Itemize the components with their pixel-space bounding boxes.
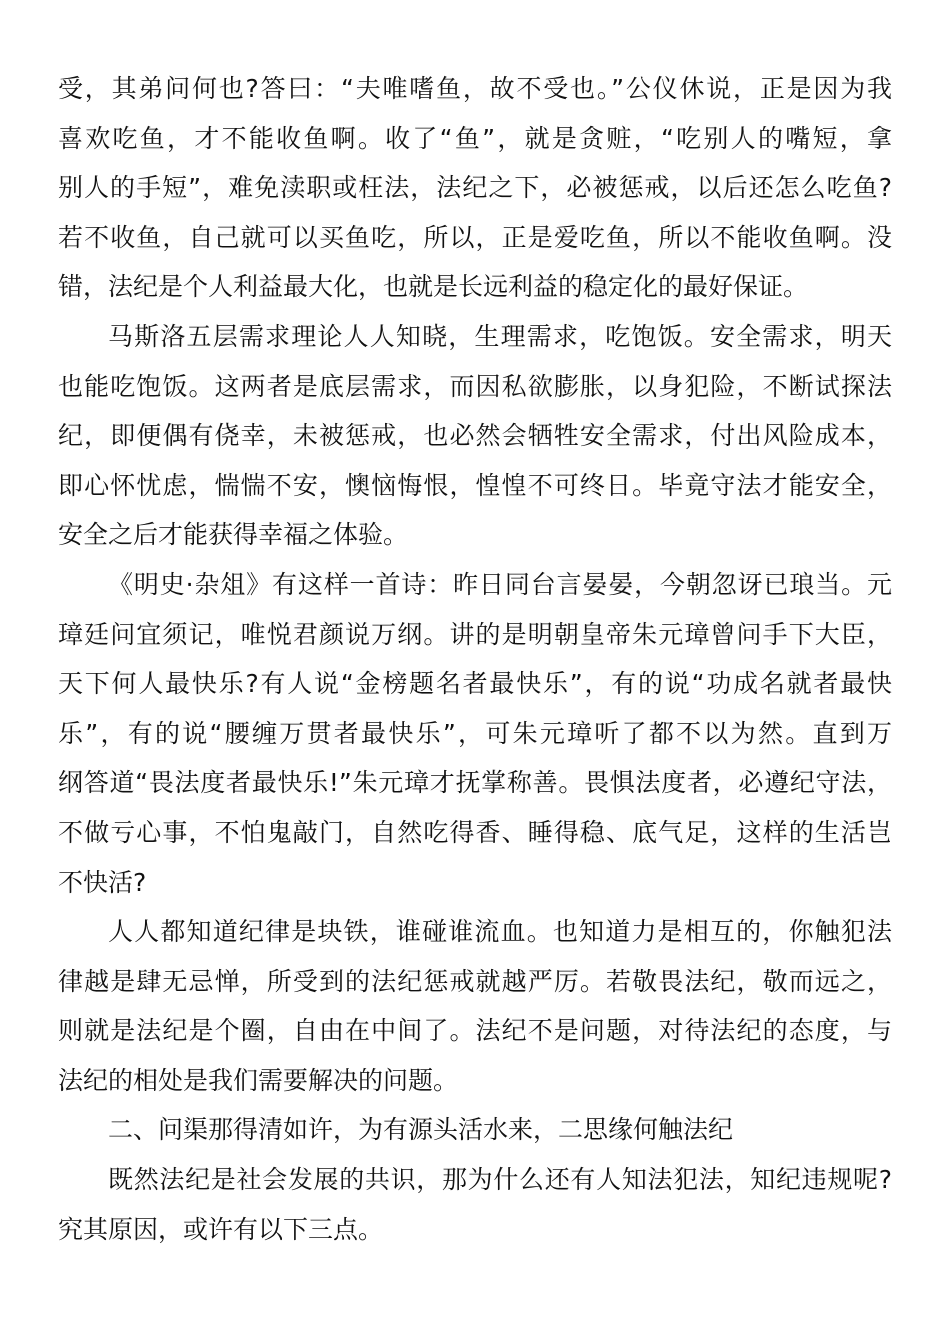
text-line: 璋廷问宜须记，唯悦君颜说万纲。讲的是明朝皇帝朱元璋曾问手下大臣，	[58, 619, 892, 649]
text-line: 《明史·杂俎》有这样一首诗：昨日同台言晏晏，今朝忽讶已琅当。元	[108, 569, 892, 599]
heading-text: 二、问渠那得清如许，为有源头活水来，二思缘何触法纪	[108, 1115, 734, 1145]
text-line: 若不收鱼，自己就可以买鱼吃，所以，正是爱吃鱼，所以不能收鱼啊。没	[58, 222, 892, 252]
text-line: 即心怀忧虑，惴惴不安，懊恼悔恨，惶惶不可终日。毕竟守法才能安全，	[58, 470, 892, 500]
text-line: 律越是肆无忌惮，所受到的法纪惩戒就越严厉。若敬畏法纪，敬而远之，	[58, 966, 892, 996]
paragraph	[58, 560, 892, 907]
paragraph	[58, 312, 892, 560]
paragraph	[58, 1155, 892, 1254]
section-heading	[58, 1105, 892, 1155]
text-line: 天下何人最快乐?有人说“金榜题名者最快乐”，有的说“功成名就者最快	[58, 669, 892, 699]
text-line: 法纪的相处是我们需要解决的问题。	[58, 1065, 459, 1095]
text-line: 也能吃饱饭。这两者是底层需求，而因私欲膨胀，以身犯险，不断试探法	[58, 371, 892, 401]
text-line: 纪，即便偶有侥幸，未被惩戒，也必然会牺牲安全需求，付出风险成本，	[58, 421, 892, 451]
text-line: 不快活?	[58, 867, 147, 897]
text-line: 既然法纪是社会发展的共识，那为什么还有人知法犯法，知纪违规呢?	[108, 1165, 892, 1195]
document-body	[58, 64, 892, 1254]
text-line: 则就是法纪是个圈，自由在中间了。法纪不是问题，对待法纪的态度，与	[58, 1016, 892, 1046]
text-line: 究其原因，或许有以下三点。	[58, 1214, 384, 1244]
text-line: 乐”，有的说“腰缠万贯者最快乐”，可朱元璋听了都不以为然。直到万	[58, 718, 892, 748]
text-line: 纲答道“畏法度者最快乐!”朱元璋才抚掌称善。畏惧法度者，必遵纪守法，	[58, 768, 892, 798]
text-line: 安全之后才能获得幸福之体验。	[58, 520, 409, 550]
text-line: 受，其弟问何也?答曰：“夫唯嗜鱼，故不受也。”公仪休说，正是因为我	[58, 74, 892, 103]
text-line: 错，法纪是个人利益最大化，也就是长远利益的稳定化的最好保证。	[58, 272, 809, 302]
text-line: 不做亏心事，不怕鬼敲门，自然吃得香、睡得稳、底气足，这样的生活岂	[58, 817, 892, 847]
paragraph	[58, 64, 892, 312]
text-line: 喜欢吃鱼，才不能收鱼啊。收了“鱼”，就是贪赃，“吃别人的嘴短，拿	[58, 123, 892, 153]
text-line: 人人都知道纪律是块铁，谁碰谁流血。也知道力是相互的，你触犯法	[108, 917, 892, 947]
text-line: 马斯洛五层需求理论人人知晓，生理需求，吃饱饭。安全需求，明天	[108, 321, 892, 351]
paragraph	[58, 907, 892, 1105]
text-line: 别人的手短”，难免渎职或枉法，法纪之下，必被惩戒，以后还怎么吃鱼?	[58, 173, 892, 203]
